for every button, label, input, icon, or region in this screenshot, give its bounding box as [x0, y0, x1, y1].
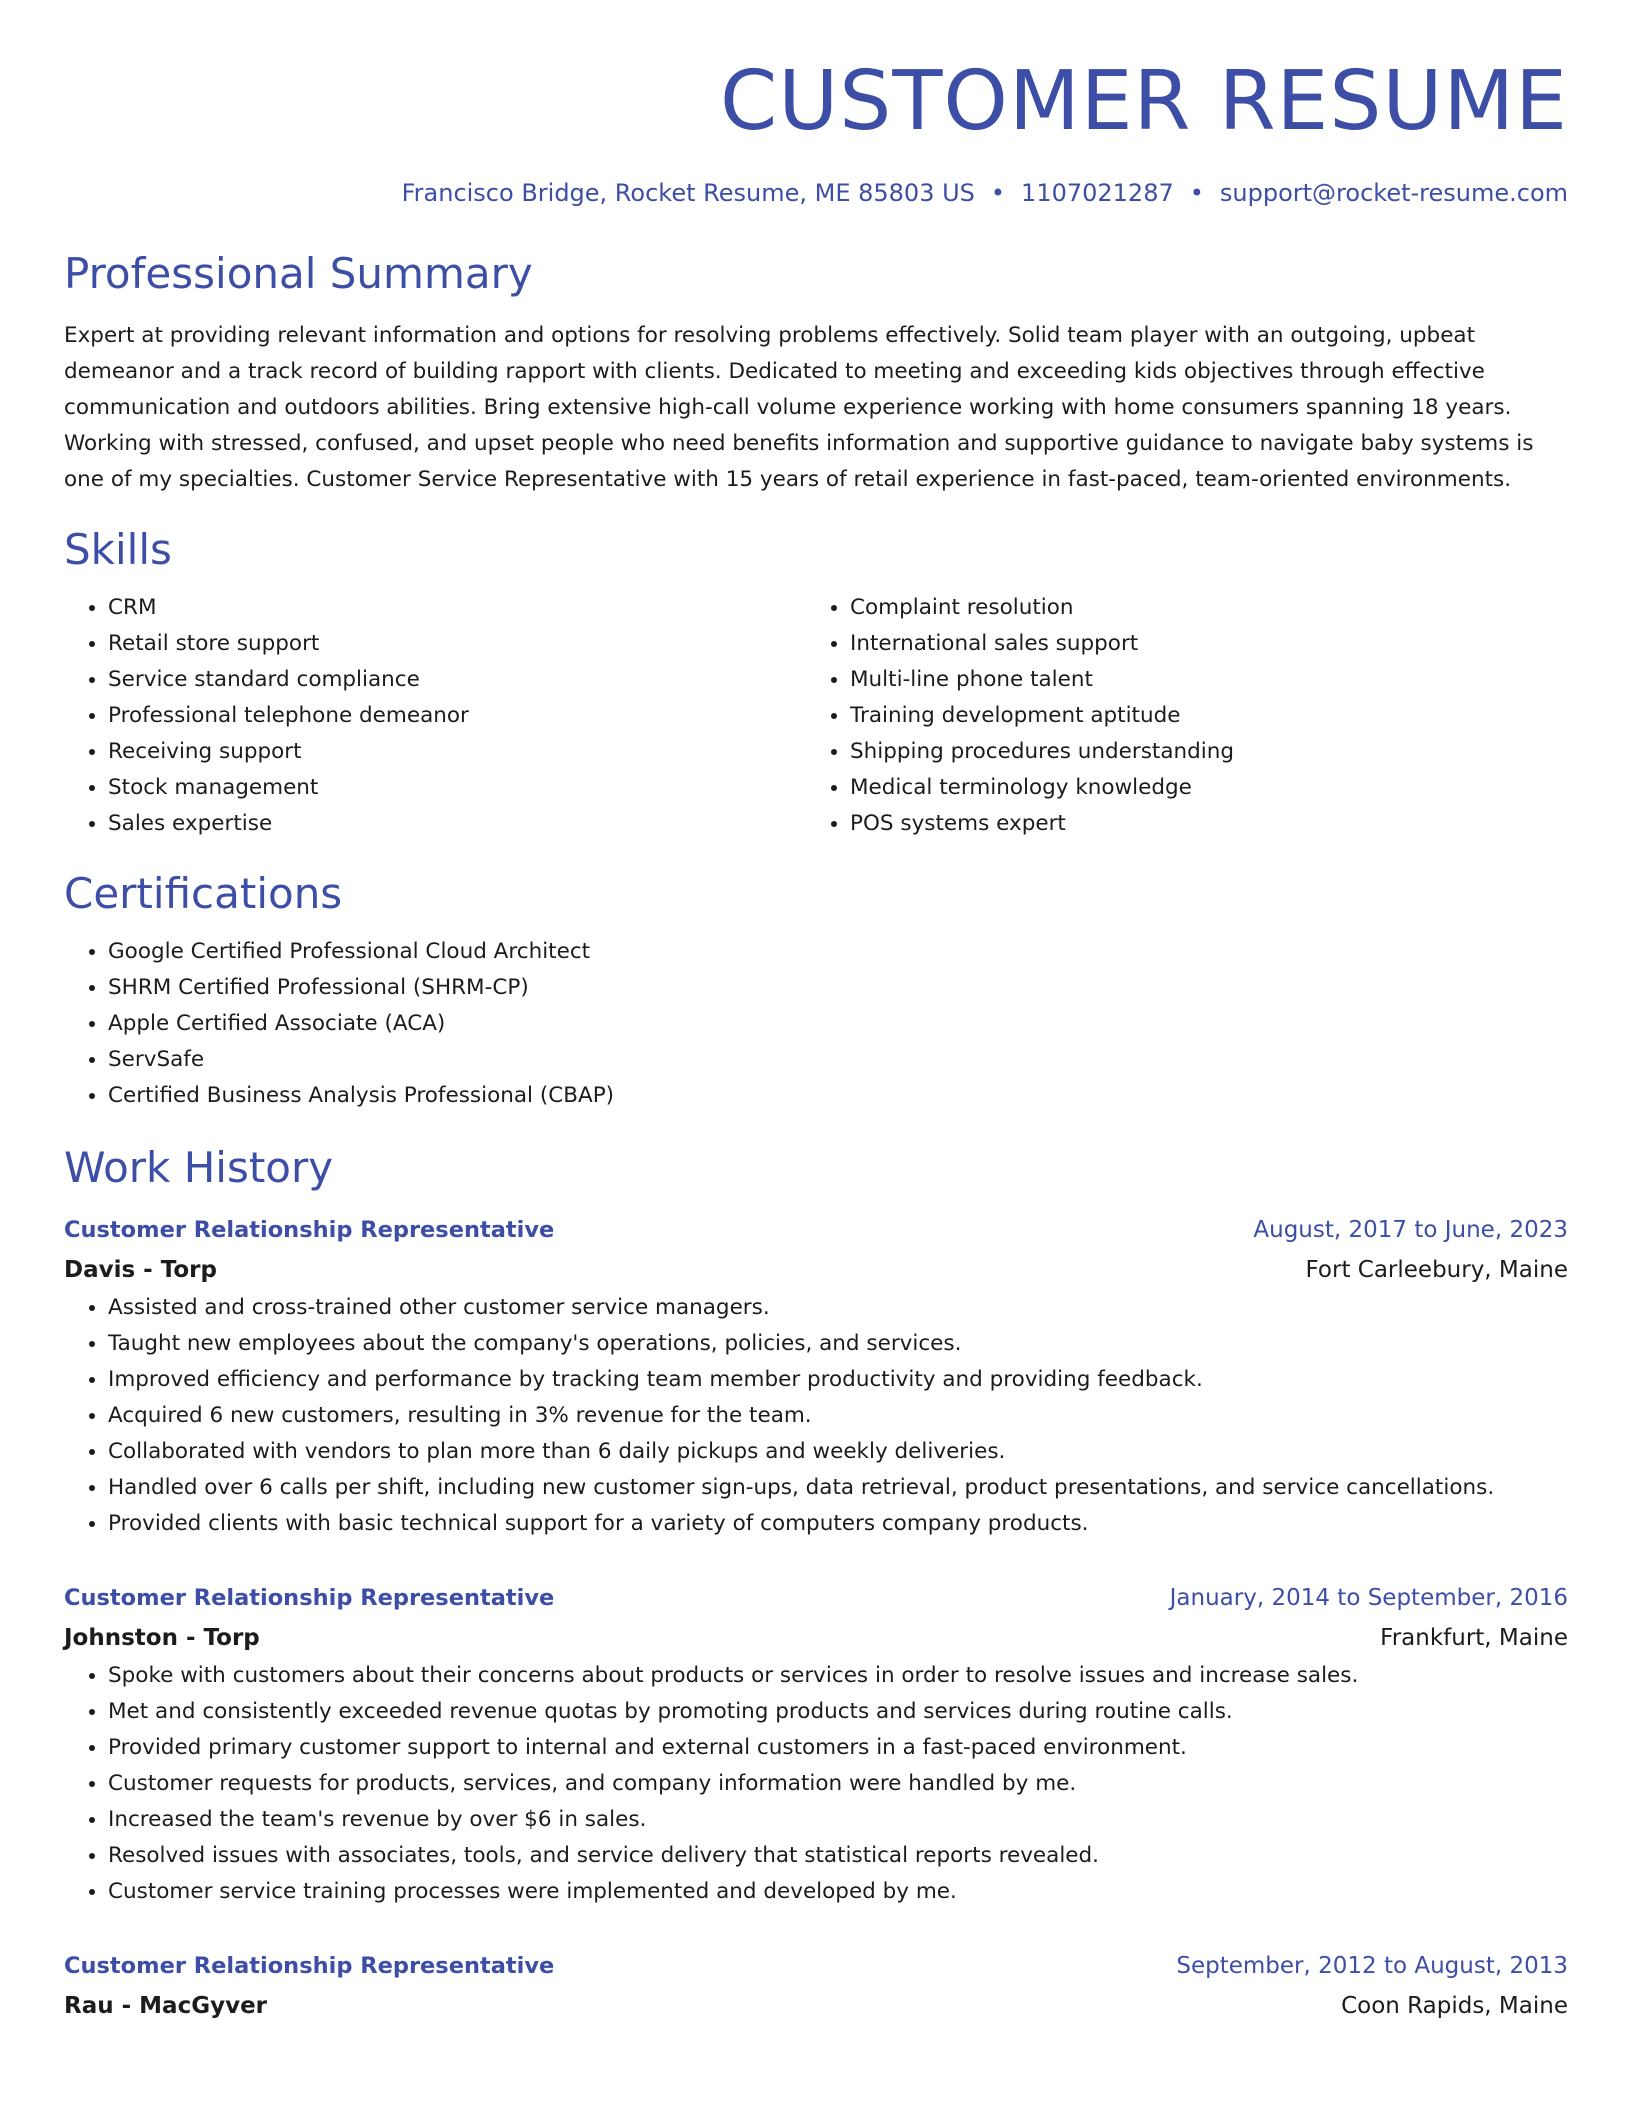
skill-item: • Sales expertise [108, 806, 806, 842]
skills-column-left [64, 590, 806, 842]
job-duty-item: • Spoke with customers about their concerns about products or services in order to resolve issues and increase sales. [108, 1658, 1568, 1694]
contact-separator: • [990, 179, 1006, 207]
job-duty-item: • Provided clients with basic technical support for a variety of computers company products. [108, 1506, 1568, 1542]
skill-item: • POS systems expert [850, 806, 1548, 842]
job-location: Fort Carleebury, Maine [1305, 1257, 1568, 1283]
contact-phone[interactable]: 1107021287 [1021, 179, 1174, 207]
skill-item: • CRM [108, 590, 806, 626]
certification-item: • Certified Business Analysis Professional (CBAP) [108, 1078, 1568, 1114]
job-dates: September, 2012 to August, 2013 [1176, 1953, 1568, 1979]
skill-item: • Shipping procedures understanding [850, 734, 1548, 770]
job-title: Customer Relationship Representative [64, 1953, 555, 1979]
section-title-summary: Professional Summary [64, 249, 533, 298]
job-duty-item: • Improved efficiency and performance by tracking team member productivity and providing feedback. [108, 1362, 1568, 1398]
job-location: Frankfurt, Maine [1380, 1625, 1568, 1651]
certification-item: • Google Certified Professional Cloud Architect [108, 934, 1568, 970]
section-title-skills: Skills [64, 525, 172, 574]
job-entry [64, 1946, 1568, 2026]
job-company-row [64, 1250, 1568, 1290]
contact-address: Francisco Bridge, Rocket Resume, ME 85803 US [401, 179, 975, 207]
job-duty-item: • Acquired 6 new customers, resulting in 3% revenue for the team. [108, 1398, 1568, 1434]
section-title-work-history: Work History [64, 1143, 334, 1192]
job-entry [64, 1578, 1568, 1910]
skill-item: • Stock management [108, 770, 806, 806]
job-duty-item: • Taught new employees about the company's operations, policies, and services. [108, 1326, 1568, 1362]
skill-item: • Service standard compliance [108, 662, 806, 698]
skills-list-right [806, 590, 1548, 842]
job-duty-item: • Handled over 6 calls per shift, including new customer sign-ups, data retrieval, product presentations, and service cancellations. [108, 1470, 1568, 1506]
job-title-row [64, 1946, 1568, 1986]
skill-item: • Medical terminology knowledge [850, 770, 1548, 806]
job-company: Johnston - Torp [64, 1625, 260, 1651]
summary-text: Expert at providing relevant information and options for resolving problems effectively. Solid team player with an outgoing, upbeat demeanor and a track record of building rapport with clients. Dedicated to meeting and exceeding kids objectives through effective communication and outdoors abilities. Bring extensive high-call volume experience working with home consumers spanning 18 years. Working with stressed, confused, and upset people who need benefits information and supportive guidance to navigate baby systems is one of my specialties. Customer Service Representative with 15 years of retail experience in fast-paced, team-oriented environments. [64, 323, 1534, 492]
skills-grid [64, 590, 1568, 842]
certification-item: • ServSafe [108, 1042, 1568, 1078]
job-duties-list [64, 1658, 1568, 1910]
job-dates: August, 2017 to June, 2023 [1253, 1217, 1568, 1243]
skill-item: • Multi-line phone talent [850, 662, 1548, 698]
resume-name: CUSTOMER RESUME [720, 54, 1568, 149]
job-location: Coon Rapids, Maine [1341, 1993, 1568, 2019]
job-duty-item: • Customer requests for products, services, and company information were handled by me. [108, 1766, 1568, 1802]
skills-section [64, 522, 1568, 842]
section-title-certifications: Certifications [64, 869, 343, 918]
job-title-row [64, 1210, 1568, 1250]
skills-column-right [806, 590, 1548, 842]
job-dates: January, 2014 to September, 2016 [1169, 1585, 1568, 1611]
job-title: Customer Relationship Representative [64, 1217, 555, 1243]
skills-list-left [64, 590, 806, 842]
job-title-row [64, 1578, 1568, 1618]
contact-separator: • [1189, 179, 1204, 207]
job-company: Davis - Torp [64, 1257, 217, 1283]
job-title: Customer Relationship Representative [64, 1585, 555, 1611]
job-duties-list [64, 1290, 1568, 1542]
job-duty-item: • Assisted and cross-trained other customer service managers. [108, 1290, 1568, 1326]
skill-item: • International sales support [850, 626, 1548, 662]
job-duty-item: • Provided primary customer support to internal and external customers in a fast-paced environment. [108, 1730, 1568, 1766]
contact-line [64, 176, 1568, 210]
job-company-row [64, 1986, 1568, 2026]
certifications-section [64, 866, 1568, 1114]
job-company: Rau - MacGyver [64, 1993, 268, 2019]
contact-email[interactable]: support@rocket-resume.com [1219, 179, 1568, 207]
job-duty-item: • Met and consistently exceeded revenue quotas by promoting products and services during routine calls. [108, 1694, 1568, 1730]
certification-item: • SHRM Certified Professional (SHRM-CP) [108, 970, 1568, 1006]
skill-item: • Retail store support [108, 626, 806, 662]
job-duty-item: • Customer service training processes were implemented and developed by me. [108, 1874, 1568, 1910]
skill-item: • Training development aptitude [850, 698, 1548, 734]
certifications-list [64, 934, 1568, 1114]
work-history-section [64, 1140, 1568, 2026]
skill-item: • Receiving support [108, 734, 806, 770]
skill-item: • Complaint resolution [850, 590, 1548, 626]
job-company-row [64, 1618, 1568, 1658]
skill-item: • Professional telephone demeanor [108, 698, 806, 734]
certification-item: • Apple Certified Associate (ACA) [108, 1006, 1568, 1042]
job-duty-item: • Collaborated with vendors to plan more than 6 daily pickups and weekly deliveries. [108, 1434, 1568, 1470]
job-duty-item: • Increased the team's revenue by over $6 in sales. [108, 1802, 1568, 1838]
jobs-list [64, 1210, 1568, 2026]
job-entry [64, 1210, 1568, 1542]
job-duty-item: • Resolved issues with associates, tools, and service delivery that statistical reports revealed. [108, 1838, 1568, 1874]
summary-section [64, 246, 1568, 498]
